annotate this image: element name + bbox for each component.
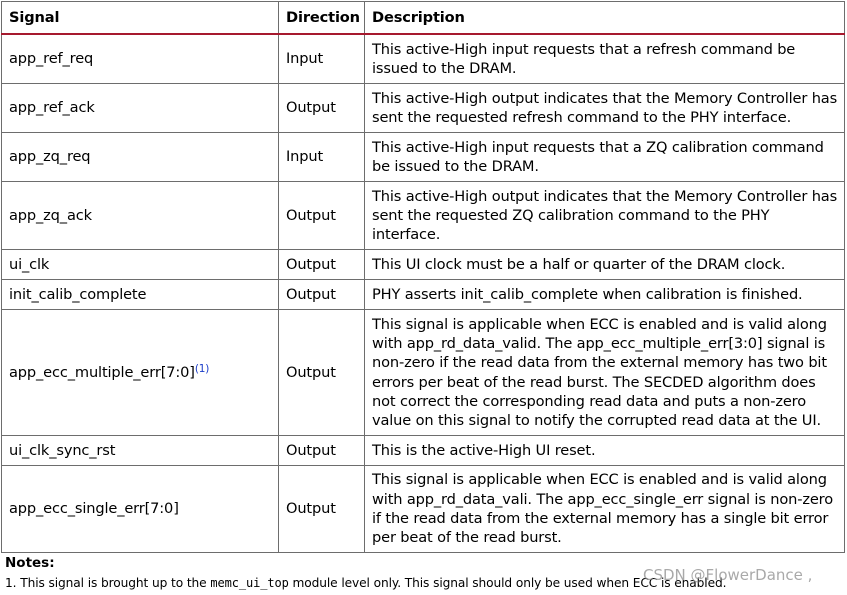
table-row: [2, 436, 845, 466]
signal-name-cell: [2, 310, 279, 436]
watermark: CSDN @FlowerDance ,: [643, 566, 813, 584]
signal-name: app_ecc_single_err[7:0]: [2, 466, 279, 553]
signal-name: init_calib_complete: [2, 280, 279, 310]
header-description: Description: [365, 2, 845, 35]
table-header-row: [2, 2, 845, 35]
signal-direction: Output: [279, 466, 365, 553]
header-signal: Signal: [2, 2, 279, 35]
note-text-after: module level only. This signal should only be used when ECC is enabled.: [292, 576, 727, 590]
table-row: [2, 133, 845, 182]
signal-name: app_ecc_multiple_err[7:0]: [9, 363, 195, 381]
signal-direction: Input: [279, 34, 365, 84]
table-row: [2, 182, 845, 250]
signal-description: This is the active-High UI reset.: [365, 436, 845, 466]
signal-description: This UI clock must be a half or quarter of the DRAM clock.: [365, 250, 845, 280]
signal-description: PHY asserts init_calib_complete when calibration is finished.: [365, 280, 845, 310]
signal-direction: Output: [279, 436, 365, 466]
signal-direction: Output: [279, 182, 365, 250]
signal-name: app_zq_req: [2, 133, 279, 182]
note-item: [5, 576, 726, 590]
table-row: [2, 466, 845, 553]
signal-description: This active-High output indicates that the Memory Controller has sent the requested ZQ calibration command to the PHY interface.: [365, 182, 845, 250]
footnote-link[interactable]: (1): [194, 362, 210, 375]
signal-description: This signal is applicable when ECC is enabled and is valid along with app_rd_data_vali. The app_ecc_single_err signal is non-zero if the read data from the external memory has a single bit error per beat of the read burst.: [365, 466, 845, 553]
table-row: [2, 34, 845, 84]
signal-name: app_ref_req: [2, 34, 279, 84]
signal-direction: Output: [279, 250, 365, 280]
signal-name: ui_clk: [2, 250, 279, 280]
signal-direction: Input: [279, 133, 365, 182]
note-text-before: This signal is brought up to the: [20, 576, 207, 590]
notes-title: Notes:: [5, 555, 55, 571]
signal-table: [1, 1, 845, 553]
header-direction: Direction: [279, 2, 365, 35]
signal-description: This active-High input requests that a ZQ calibration command be issued to the DRAM.: [365, 133, 845, 182]
signal-direction: Output: [279, 280, 365, 310]
table-row: [2, 310, 845, 436]
note-code: memc_ui_top: [210, 576, 289, 590]
note-number: 1.: [5, 576, 17, 590]
signal-description: This active-High output indicates that the Memory Controller has sent the requested refresh command to the PHY interface.: [365, 84, 845, 133]
signal-name: app_zq_ack: [2, 182, 279, 250]
table-row: [2, 84, 845, 133]
signal-description: This active-High input requests that a refresh command be issued to the DRAM.: [365, 34, 845, 84]
signal-direction: Output: [279, 84, 365, 133]
table-row: [2, 250, 845, 280]
table-row: [2, 280, 845, 310]
signal-description: This signal is applicable when ECC is enabled and is valid along with app_rd_data_valid. The app_ecc_multiple_err[3:0] signal is non-zero if the read data from the external memory has two bit errors per beat of the read burst. The SECDED algorithm does not correct the corresponding read data and puts a non-zero value on this signal to notify the corrupted read data at the UI.: [365, 310, 845, 436]
signal-name: app_ref_ack: [2, 84, 279, 133]
signal-direction: Output: [279, 310, 365, 436]
signal-name: ui_clk_sync_rst: [2, 436, 279, 466]
